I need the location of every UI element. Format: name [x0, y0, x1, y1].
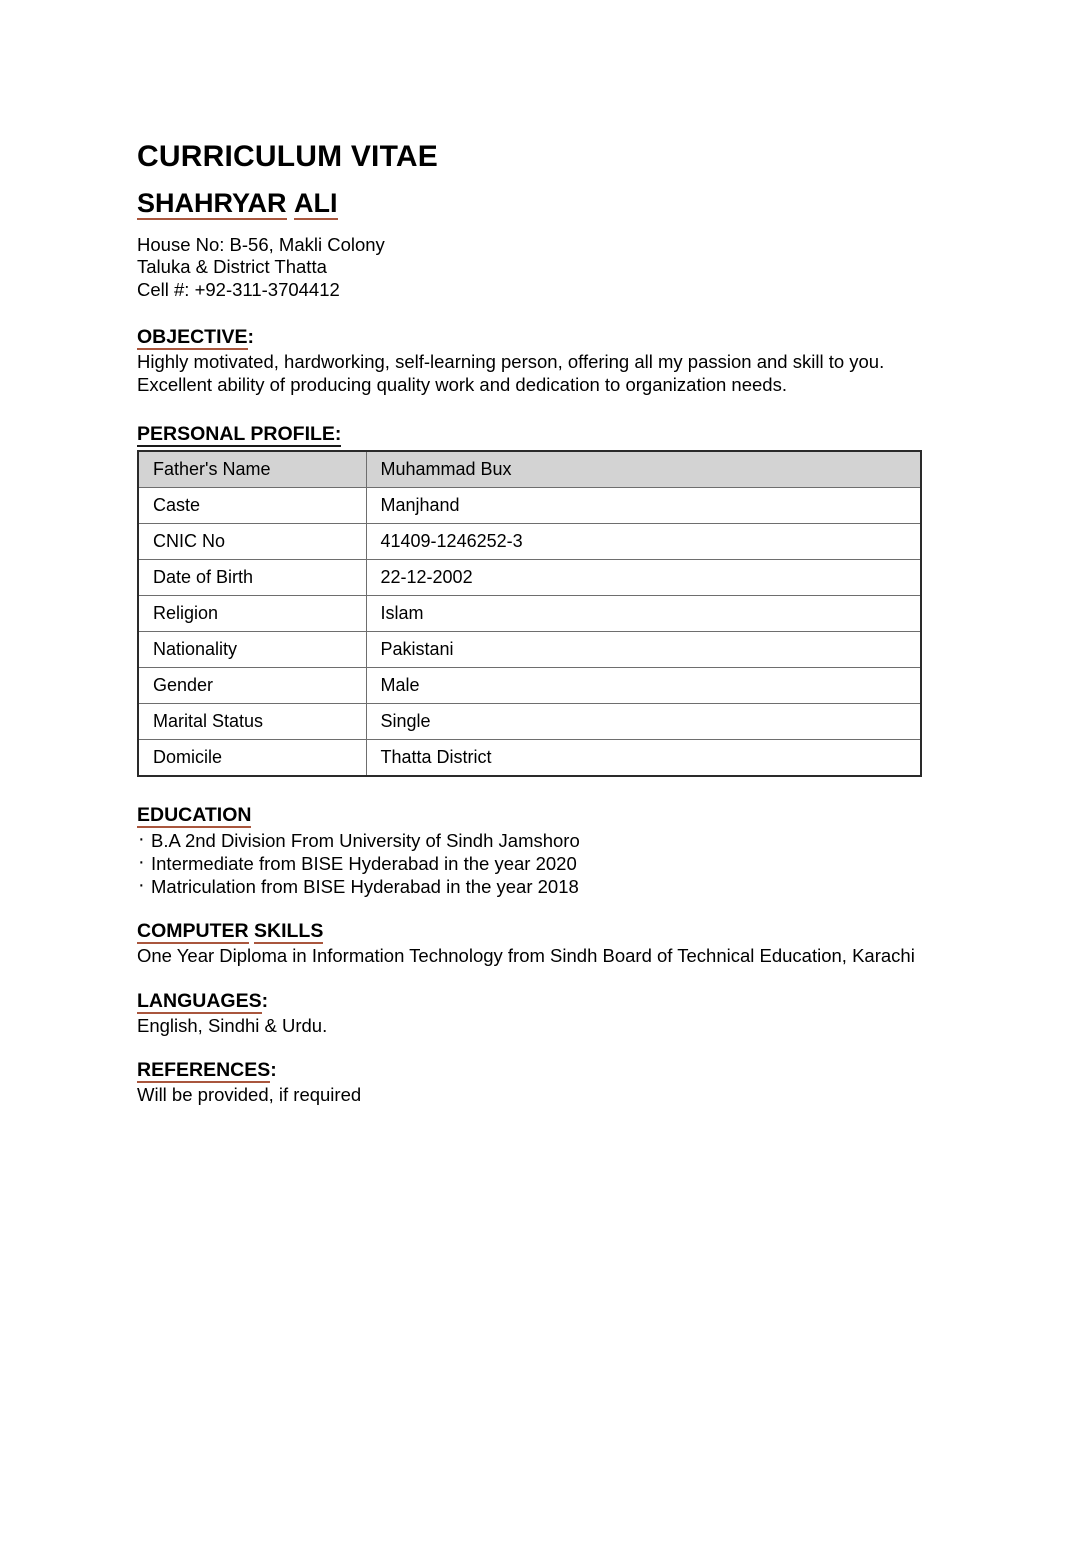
spacer — [137, 396, 949, 422]
profile-label: Gender — [138, 668, 366, 704]
table-row — [138, 632, 921, 668]
table-row — [138, 740, 921, 777]
spacer — [137, 898, 949, 919]
references-heading-text: REFERENCES — [137, 1059, 271, 1082]
table-row — [138, 596, 921, 632]
computer-skills-heading-part-2: SKILLS — [254, 920, 324, 943]
list-item: · Intermediate from BISE Hyderabad in the year 2020 — [137, 852, 949, 875]
spacer — [137, 1037, 949, 1058]
profile-label: Date of Birth — [138, 560, 366, 596]
candidate-first-name: SHAHRYAR — [137, 189, 287, 220]
table-row — [138, 704, 921, 740]
education-section — [137, 803, 949, 898]
objective-heading-text: OBJECTIVE — [137, 326, 248, 349]
spacer — [137, 968, 949, 989]
contact-address-line-2: Taluka & District Thatta — [137, 256, 327, 278]
personal-profile-heading — [137, 422, 949, 447]
personal-profile-section — [137, 422, 949, 777]
profile-label: Father's Name — [138, 451, 366, 488]
languages-section — [137, 989, 949, 1037]
languages-heading-colon: : — [261, 989, 269, 1012]
profile-value: 41409-1246252-3 — [366, 524, 921, 560]
languages-text: English, Sindhi & Urdu. — [137, 1014, 328, 1036]
profile-value: Single — [366, 704, 921, 740]
references-heading — [137, 1058, 949, 1083]
objective-heading — [137, 325, 949, 350]
profile-label: Marital Status — [138, 704, 366, 740]
personal-profile-table — [137, 450, 922, 777]
personal-profile-heading-text: PERSONAL PROFILE: — [137, 423, 342, 446]
computer-skills-heading — [137, 919, 949, 944]
languages-heading-text: LANGUAGES — [137, 989, 262, 1012]
references-heading-colon: : — [270, 1059, 277, 1082]
objective-line-2: Excellent ability of producing quality work and dedication to organization needs. — [137, 373, 787, 395]
contact-block — [137, 234, 949, 302]
page-title: CURRICULUM VITAE — [137, 140, 438, 173]
objective-heading-colon: : — [247, 326, 255, 349]
contact-address-line-1: House No: B-56, Makli Colony — [137, 233, 385, 255]
profile-label: CNIC No — [138, 524, 366, 560]
table-row — [138, 668, 921, 704]
profile-value: 22-12-2002 — [366, 560, 921, 596]
contact-phone: Cell #: +92-311-3704412 — [137, 278, 340, 300]
table-row — [138, 488, 921, 524]
personal-profile-table-body — [138, 451, 921, 776]
profile-value: Pakistani — [366, 632, 921, 668]
profile-label: Nationality — [138, 632, 366, 668]
candidate-last-name: ALI — [294, 189, 338, 220]
list-item: · B.A 2nd Division From University of Sindh Jamshoro — [137, 829, 949, 852]
references-section — [137, 1058, 949, 1106]
profile-value: Islam — [366, 596, 921, 632]
profile-value: Thatta District — [366, 740, 921, 777]
table-row — [138, 524, 921, 560]
cv-content — [137, 140, 949, 1107]
profile-label: Domicile — [138, 740, 366, 777]
profile-value: Manjhand — [366, 488, 921, 524]
spacer — [137, 777, 949, 803]
table-row — [138, 451, 921, 488]
languages-heading — [137, 989, 949, 1014]
computer-skills-text: One Year Diploma in Information Technology from Sindh Board of Technical Education, Karachi — [137, 945, 915, 967]
education-list — [137, 829, 949, 898]
references-text: Will be provided, if required — [137, 1084, 362, 1106]
objective-line-1: Highly motivated, hardworking, self-learning person, offering all my passion and skill to you. — [137, 351, 885, 373]
profile-label: Caste — [138, 488, 366, 524]
computer-skills-heading-part-1: COMPUTER — [137, 920, 249, 943]
list-item: · Matriculation from BISE Hyderabad in the year 2018 — [137, 875, 949, 898]
profile-label: Religion — [138, 596, 366, 632]
profile-value: Muhammad Bux — [366, 451, 921, 488]
personal-profile-table-wrap — [137, 450, 922, 777]
computer-skills-section — [137, 919, 949, 967]
table-row — [138, 560, 921, 596]
education-heading-text: EDUCATION — [137, 804, 252, 827]
candidate-name — [137, 188, 949, 220]
objective-section — [137, 325, 949, 396]
education-heading — [137, 803, 949, 828]
profile-value: Male — [366, 668, 921, 704]
